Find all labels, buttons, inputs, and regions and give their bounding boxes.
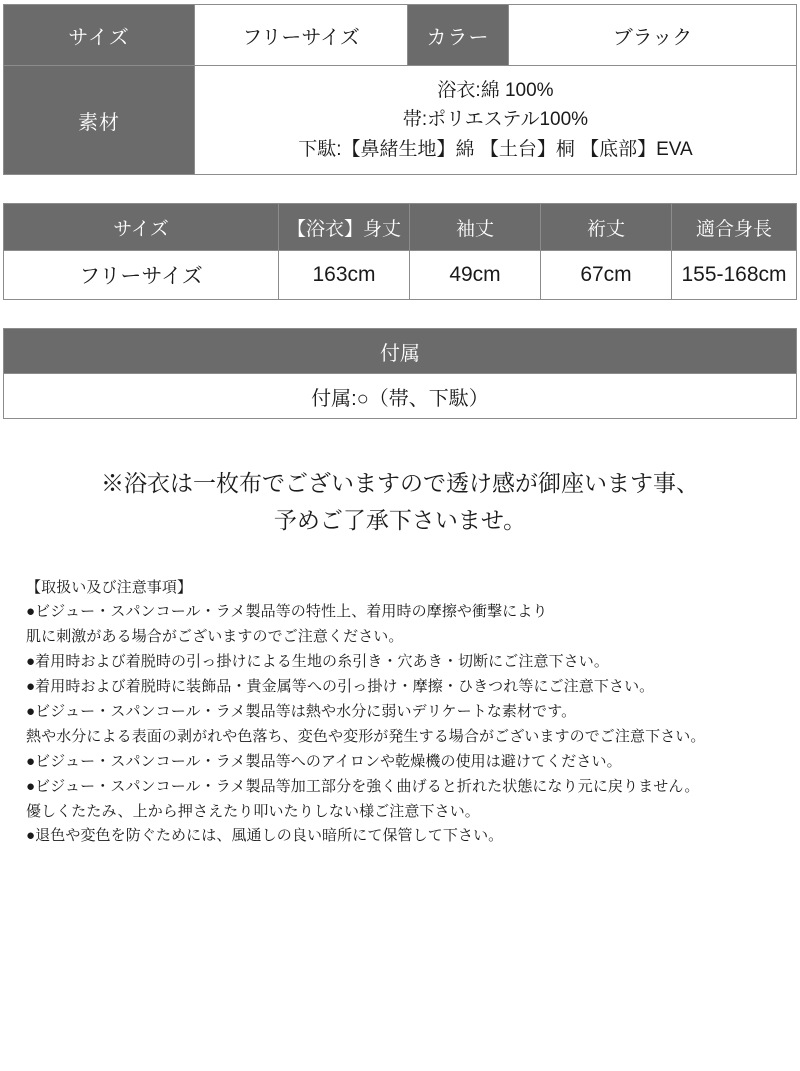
size-header-yuki: 裄丈 (541, 204, 672, 251)
table-header-row (4, 329, 797, 374)
included-value: 付属:○（帯、下駄） (4, 374, 797, 419)
included-header: 付属 (4, 329, 797, 374)
table-row (4, 374, 797, 419)
care-line: ●ビジュー・スパンコール・ラメ製品等の特性上、着用時の摩擦や衝撃により (26, 603, 548, 621)
table-row (4, 251, 797, 300)
size-table (3, 203, 797, 300)
care-line: ●退色や変色を防ぐためには、風通しの良い暗所にて保管して下さい。 (26, 827, 504, 845)
notice-line-1: ※浴衣は一枚布でございますので透け感が御座います事、 (101, 470, 699, 496)
care-title: 【取扱い及び注意事項】 (26, 578, 193, 596)
spec-color-label: カラー (408, 5, 509, 66)
material-line: 下駄:【鼻緒生地】綿 【土台】桐 【底部】EVA (298, 138, 693, 160)
included-table (3, 328, 797, 419)
size-cell-sleeve: 49cm (410, 251, 541, 300)
care-line: ●ビジュー・スパンコール・ラメ製品等へのアイロンや乾燥機の使用は避けてください。 (26, 752, 622, 770)
spec-color-value: ブラック (509, 5, 797, 66)
care-line: ●ビジュー・スパンコール・ラメ製品等加工部分を強く曲げると折れた状態になり元に戻りません。 (26, 777, 700, 795)
care-line: ●ビジュー・スパンコール・ラメ製品等は熱や水分に弱いデリケートな素材です。 (26, 702, 577, 720)
size-cell-length: 163cm (279, 251, 410, 300)
product-spec-page (0, 4, 800, 1071)
spec-size-value: フリーサイズ (195, 5, 408, 66)
size-header-length: 【浴衣】身丈 (279, 204, 410, 251)
spec-material-value (195, 66, 797, 175)
care-line: 熱や水分による表面の剥がれや色落ち、変色や変形が発生する場合がございますのでご注意下さい。 (26, 727, 706, 745)
transparency-notice (20, 465, 780, 540)
table-row (4, 5, 797, 66)
table-header-row (4, 204, 797, 251)
spec-size-label: サイズ (4, 5, 195, 66)
size-header-size: サイズ (4, 204, 279, 251)
size-cell-height: 155-168cm (672, 251, 797, 300)
material-line: 帯:ポリエステル100% (402, 109, 589, 131)
spec-material-label: 素材 (4, 66, 195, 175)
size-header-height: 適合身長 (672, 204, 797, 251)
care-line: 肌に刺激がある場合がございますのでご注意ください。 (26, 628, 404, 646)
spec-table (3, 4, 797, 175)
size-cell-yuki: 67cm (541, 251, 672, 300)
size-cell-size: フリーサイズ (4, 251, 279, 300)
care-instructions (26, 576, 778, 850)
size-header-sleeve: 袖丈 (410, 204, 541, 251)
table-row (4, 66, 797, 175)
care-line: ●着用時および着脱時に装飾品・貴金属等への引っ掛け・摩擦・ひきつれ等にご注意下さい。 (26, 678, 655, 696)
care-line: 優しくたたみ、上から押さえたり叩いたりしない様ご注意下さい。 (26, 802, 480, 820)
notice-line-2: 予めご了承下さいませ。 (273, 507, 527, 534)
care-line: ●着用時および着脱時の引っ掛けによる生地の糸引き・穴あき・切断にご注意下さい。 (26, 653, 609, 671)
material-line: 浴衣:綿 100% (437, 79, 554, 101)
